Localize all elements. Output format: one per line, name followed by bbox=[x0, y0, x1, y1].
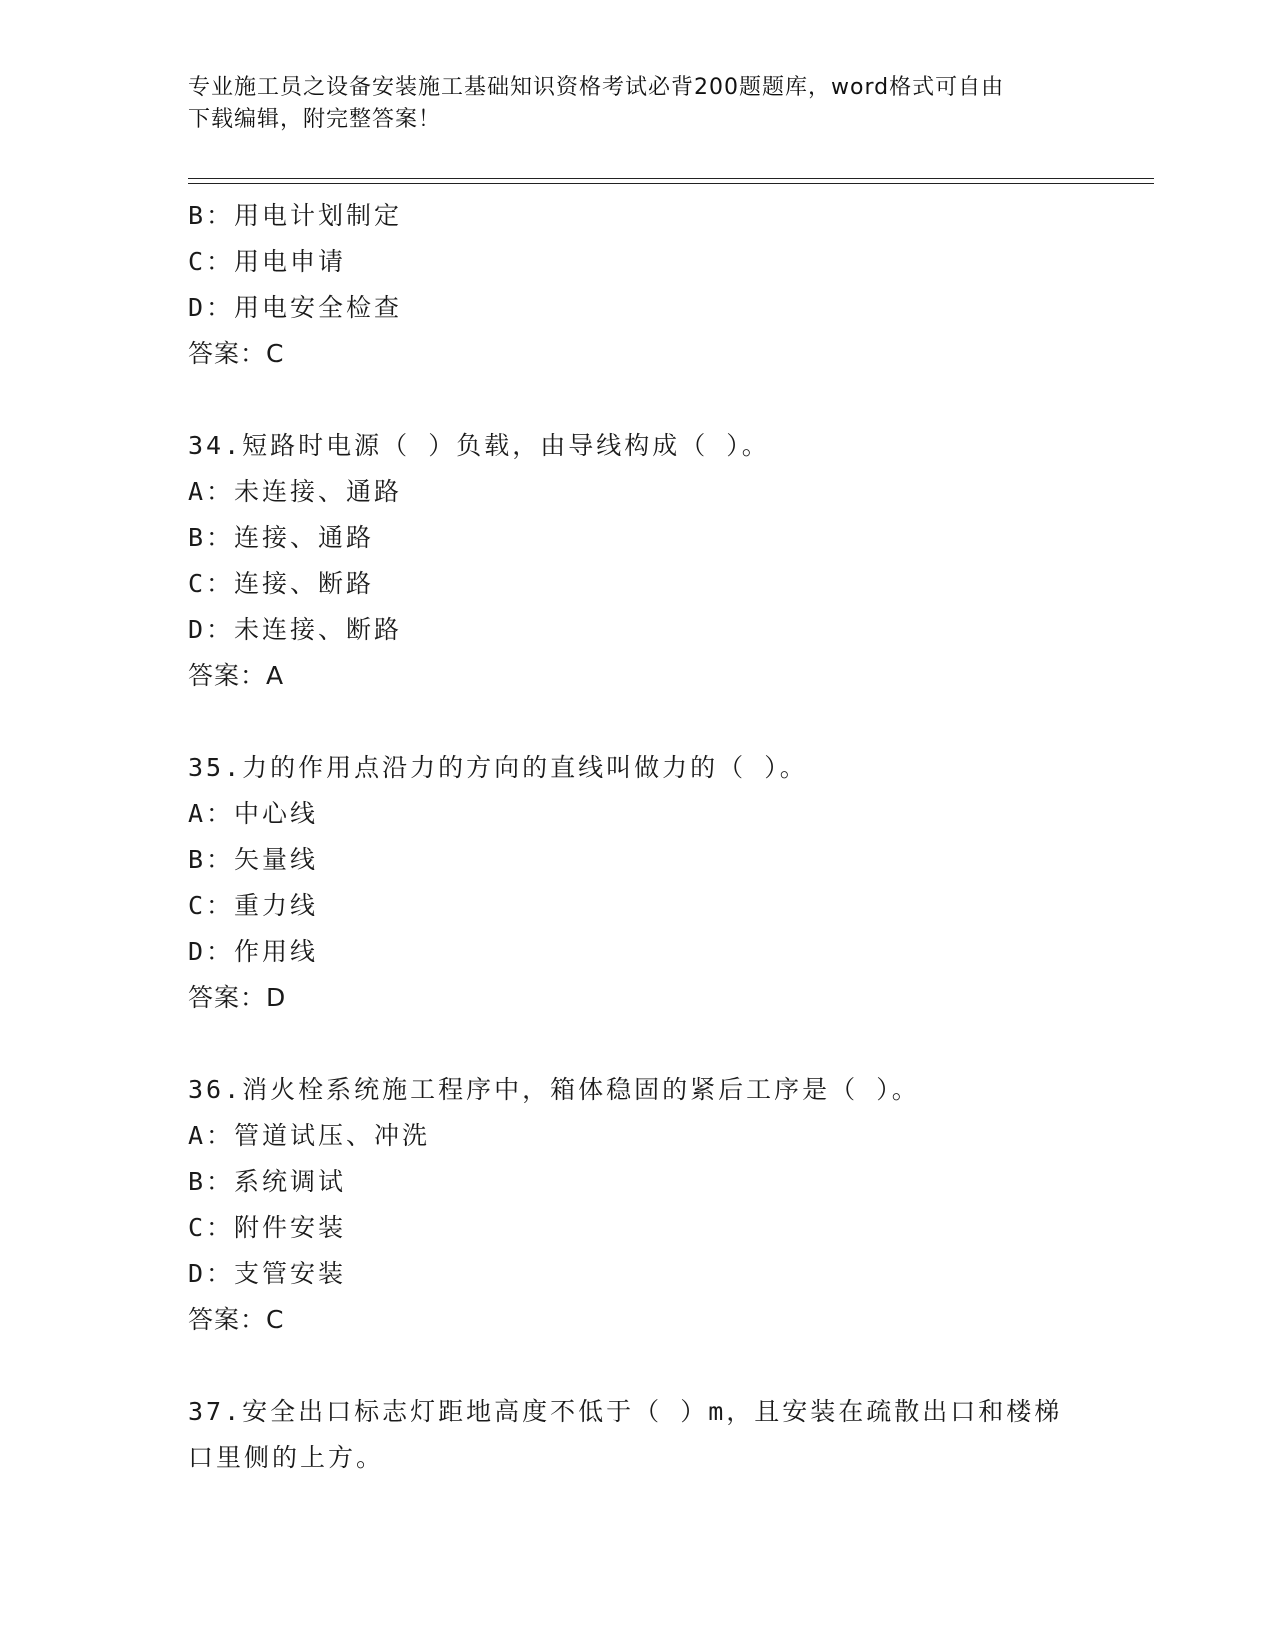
option-b: B：矢量线 bbox=[188, 845, 319, 874]
header-line-2: 下载编辑，附完整答案！ bbox=[188, 107, 442, 132]
spacer bbox=[188, 699, 1088, 745]
question-37 bbox=[188, 1389, 1088, 1481]
option-d: D：用电安全检查 bbox=[188, 293, 403, 322]
question-list bbox=[188, 193, 1088, 1481]
question-36 bbox=[188, 1067, 1088, 1343]
answer-line: 答案：A bbox=[188, 661, 285, 690]
document-header bbox=[188, 72, 1088, 136]
option-a: A：管道试压、冲洗 bbox=[188, 1121, 431, 1150]
spacer bbox=[188, 1343, 1088, 1389]
question-stem: 35.力的作用点沿力的方向的直线叫做力的（ ）。 bbox=[188, 753, 808, 782]
option-d: D：支管安装 bbox=[188, 1259, 347, 1288]
option-a: A：未连接、通路 bbox=[188, 477, 403, 506]
option-d: D：作用线 bbox=[188, 937, 319, 966]
question-stem: 36.消火栓系统施工程序中，箱体稳固的紧后工序是（ ）。 bbox=[188, 1075, 920, 1104]
option-c: C：附件安装 bbox=[188, 1213, 347, 1242]
header-divider-bottom bbox=[188, 183, 1154, 184]
option-c: C：连接、断路 bbox=[188, 569, 375, 598]
option-b: B：连接、通路 bbox=[188, 523, 375, 552]
header-line-1: 专业施工员之设备安装施工基础知识资格考试必背200题题库，word格式可自由 bbox=[188, 75, 1005, 100]
answer-line: 答案：C bbox=[188, 1305, 285, 1334]
option-b: B：系统调试 bbox=[188, 1167, 347, 1196]
answer-line: 答案：D bbox=[188, 983, 287, 1012]
header-divider-top bbox=[188, 178, 1154, 179]
question-33-continued bbox=[188, 193, 1088, 377]
question-stem-line-1: 37.安全出口标志灯距地高度不低于（ ）m，且安装在疏散出口和楼梯 bbox=[188, 1397, 1063, 1426]
option-c: C：用电申请 bbox=[188, 247, 347, 276]
option-b: B：用电计划制定 bbox=[188, 201, 403, 230]
question-34 bbox=[188, 423, 1088, 699]
spacer bbox=[188, 377, 1088, 423]
option-c: C：重力线 bbox=[188, 891, 319, 920]
question-stem: 34.短路时电源（ ）负载，由导线构成（ ）。 bbox=[188, 431, 770, 460]
question-35 bbox=[188, 745, 1088, 1021]
option-d: D：未连接、断路 bbox=[188, 615, 403, 644]
option-a: A：中心线 bbox=[188, 799, 319, 828]
question-stem-line-2: 口里侧的上方。 bbox=[188, 1443, 385, 1472]
spacer bbox=[188, 1021, 1088, 1067]
answer-line: 答案：C bbox=[188, 339, 285, 368]
